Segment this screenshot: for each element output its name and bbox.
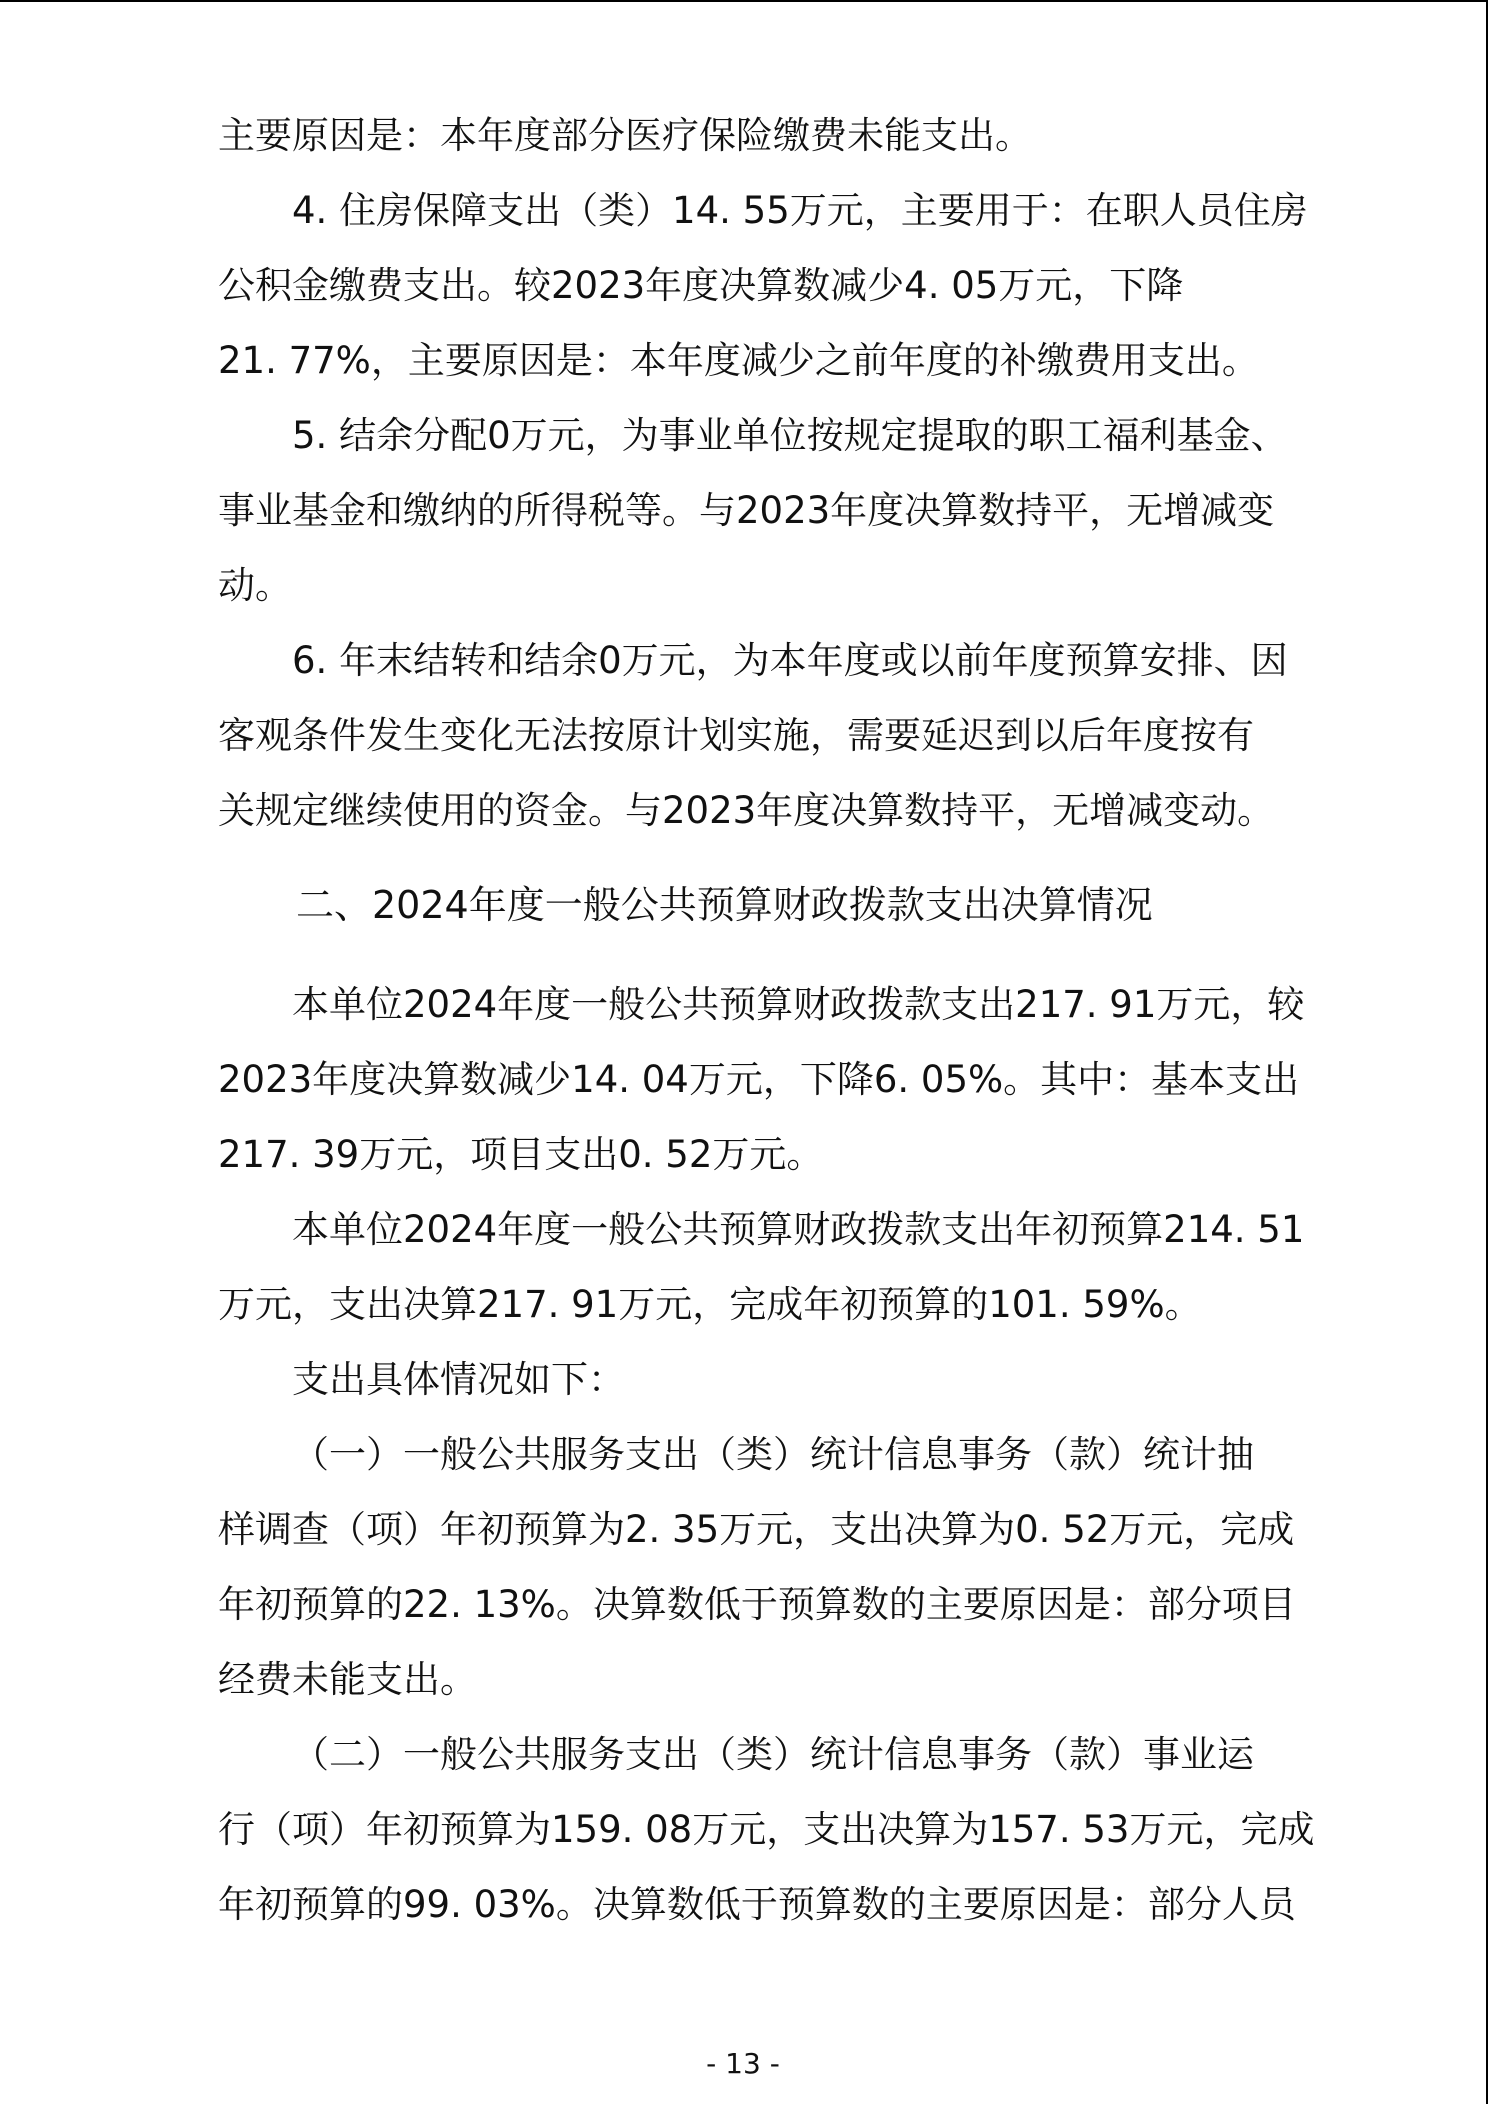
paragraph-line: 217. 39万元，项目支出0. 52万元。 [218,1133,824,1176]
paragraph-line: （一）一般公共服务支出（类）统计信息事务（款）统计抽 [292,1433,1254,1476]
paragraph-line: 主要原因是：本年度部分医疗保险缴费未能支出。 [218,114,1032,157]
paragraph-line: 年初预算的99. 03%。决算数低于预算数的主要原因是：部分人员 [218,1883,1296,1926]
paragraph-line: 年初预算的22. 13%。决算数低于预算数的主要原因是：部分项目 [218,1583,1296,1626]
paragraph-line: 支出具体情况如下： [292,1358,625,1401]
paragraph-line: 4. 住房保障支出（类）14. 55万元，主要用于：在职人员住房 [292,189,1308,232]
paragraph-line: 行（项）年初预算为159. 08万元，支出决算为157. 53万元，完成 [218,1808,1315,1851]
paragraph-line: 关规定继续使用的资金。与2023年度决算数持平，无增减变动。 [218,789,1275,832]
paragraph-line: 21. 77%，主要原因是：本年度减少之前年度的补缴费用支出。 [218,339,1259,382]
paragraph-line: 经费未能支出。 [218,1658,477,1701]
paragraph-line: 6. 年末结转和结余0万元，为本年度或以前年度预算安排、因 [292,639,1288,682]
paragraph-line: 万元，支出决算217. 91万元，完成年初预算的101. 59%。 [218,1283,1202,1326]
paragraph-line: 本单位2024年度一般公共预算财政拨款支出年初预算214. 51 [292,1208,1305,1251]
paragraph-line: 本单位2024年度一般公共预算财政拨款支出217. 91万元，较 [292,983,1305,1026]
paragraph-line: 公积金缴费支出。较2023年度决算数减少4. 05万元，下降 [218,264,1184,307]
paragraph-line: 样调查（项）年初预算为2. 35万元，支出决算为0. 52万元，完成 [218,1508,1295,1551]
paragraph-line: （二）一般公共服务支出（类）统计信息事务（款）事业运 [292,1733,1254,1776]
page-number: - 13 - [706,2047,780,2080]
section-heading: 二、2024年度一般公共预算财政拨款支出决算情况 [296,883,1153,927]
paragraph-line: 5. 结余分配0万元，为事业单位按规定提取的职工福利基金、 [292,414,1288,457]
paragraph-line: 客观条件发生变化无法按原计划实施，需要延迟到以后年度按有 [218,714,1254,757]
paragraph-line: 2023年度决算数减少14. 04万元，下降6. 05%。其中：基本支出 [218,1058,1300,1101]
paragraph-line: 动。 [218,564,292,607]
paragraph-line: 事业基金和缴纳的所得税等。与2023年度决算数持平，无增减变 [218,489,1275,532]
document-body [218,98,1315,1942]
